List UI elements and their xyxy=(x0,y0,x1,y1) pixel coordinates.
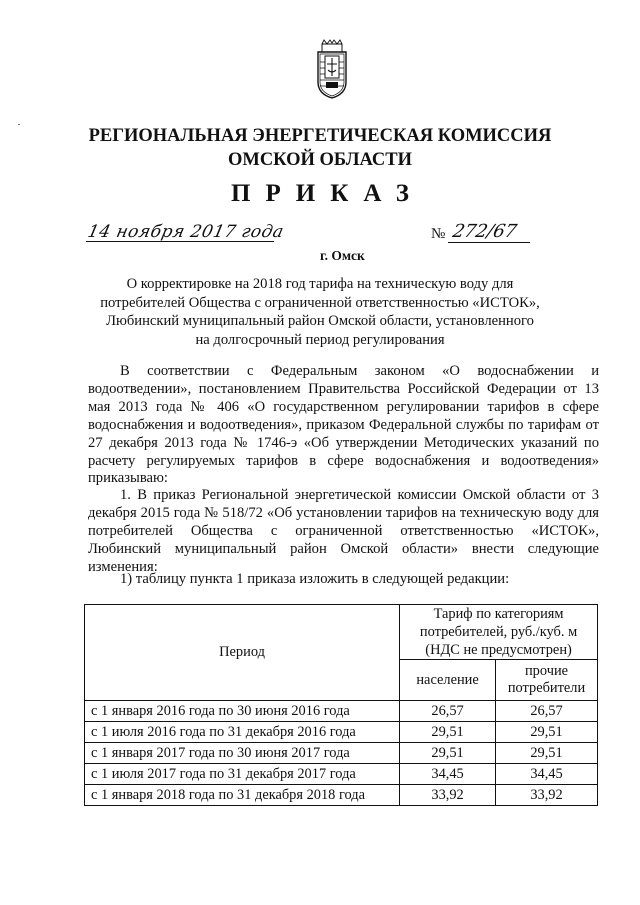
item-1-paragraph: 1. В приказ Региональной энергетической комиссии Омской области от 3 декабря 2015 года № 518/72 «Об установлении тарифов на техническую воду для потребителей Общества с ограниченной ответственностью «ИСТОК», Любинский муниципальный район Омской области» внести следующие изменения: xyxy=(88,487,599,575)
document-type-title: ПРИКАЗ xyxy=(231,180,424,207)
subject-line: потребителей Общества с ограниченной ответственностью «ИСТОК», xyxy=(100,294,540,311)
other-tariff-cell: 29,51 xyxy=(496,743,598,764)
other-tariff-cell: 29,51 xyxy=(496,722,598,743)
period-cell: с 1 января 2016 года по 30 июня 2016 года xyxy=(85,701,400,722)
population-tariff-cell: 34,45 xyxy=(400,764,496,785)
header-period: Период xyxy=(85,605,400,701)
header-population: население xyxy=(400,660,496,701)
header-tariff: Тариф по категориям потребителей, руб./куб. м (НДС не предусмотрен) xyxy=(400,605,598,660)
table-row xyxy=(85,764,598,785)
population-tariff-cell: 26,57 xyxy=(400,701,496,722)
organization-name-line1: РЕГИОНАЛЬНАЯ ЭНЕРГЕТИЧЕСКАЯ КОМИССИЯ xyxy=(88,126,552,146)
table-row xyxy=(85,743,598,764)
period-cell: с 1 января 2017 года по 30 июня 2017 года xyxy=(85,743,400,764)
header-other-consumers: прочие потребители xyxy=(496,660,598,701)
table-row xyxy=(85,785,598,806)
margin-mark xyxy=(18,124,20,125)
period-cell: с 1 июля 2017 года по 31 декабря 2017 года xyxy=(85,764,400,785)
population-tariff-cell: 29,51 xyxy=(400,743,496,764)
tariff-table xyxy=(84,604,598,806)
other-tariff-cell: 26,57 xyxy=(496,701,598,722)
preamble-paragraph: В соответствии с Федеральным законом «О водоснабжении и водоотведении», постановлением Правительства Российской Федерации от 13 мая 2013 года № 406 «О государственном регулировании тарифов в сфере водоснабжения и водоотведения», приказом Федеральной службы по тарифам от 27 декабря 2013 года № 1746-э «Об утверждении Методических указаний по расчету регулируемых тарифов в сфере водоснабжения и водоотведения» приказываю: xyxy=(88,363,599,487)
subject-line: О корректировке на 2018 год тарифа на техническую воду для xyxy=(126,276,514,292)
subject-line: на долгосрочный период регулирования xyxy=(195,331,445,348)
table-row xyxy=(85,701,598,722)
item-1-1-paragraph: 1) таблицу пункта 1 приказа изложить в следующей редакции: xyxy=(120,571,510,587)
subject-line: Любинский муниципальный район Омской области, установленного xyxy=(106,313,534,329)
other-tariff-cell: 34,45 xyxy=(496,764,598,785)
handwritten-date: 14 ноября 2017 года xyxy=(85,222,286,242)
omsk-coat-of-arms-icon xyxy=(312,38,352,100)
handwritten-number: 272/67 xyxy=(450,221,519,242)
order-subject xyxy=(100,275,540,349)
other-tariff-cell: 33,92 xyxy=(496,785,598,806)
period-cell: с 1 января 2018 года по 31 декабря 2018 года xyxy=(85,785,400,806)
period-cell: с 1 июля 2016 года по 31 декабря 2016 года xyxy=(85,722,400,743)
city-label: г. Омск xyxy=(320,248,365,263)
table-row xyxy=(85,722,598,743)
number-underline xyxy=(448,242,530,243)
organization-name-line2: ОМСКОЙ ОБЛАСТИ xyxy=(227,150,413,170)
date-underline xyxy=(86,241,274,242)
number-sign: № xyxy=(431,226,446,242)
population-tariff-cell: 29,51 xyxy=(400,722,496,743)
population-tariff-cell: 33,92 xyxy=(400,785,496,806)
